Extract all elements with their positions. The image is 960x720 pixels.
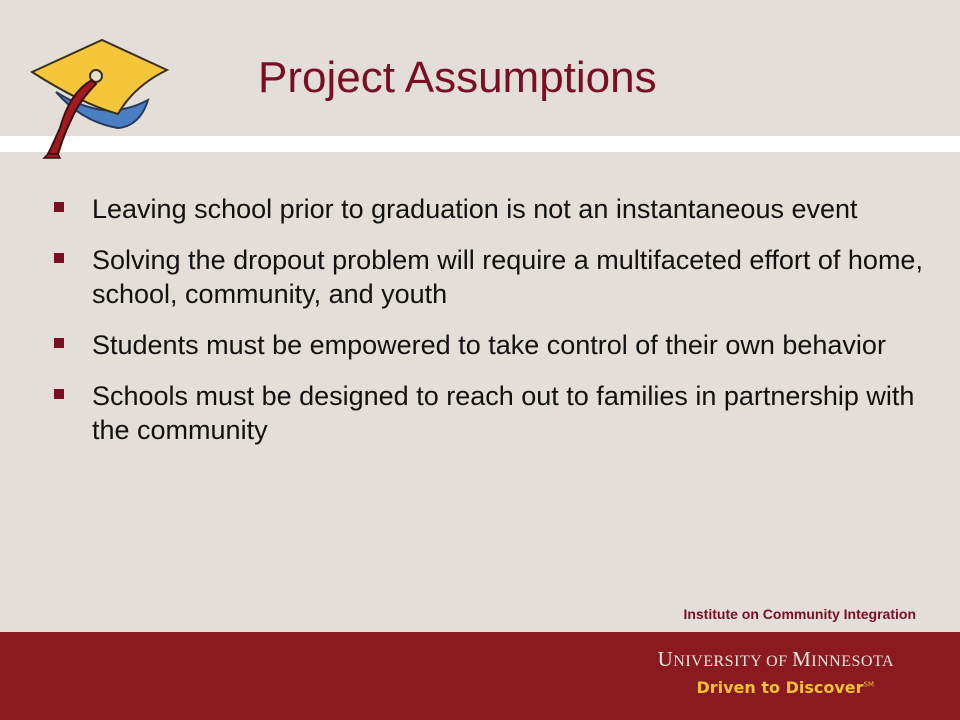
square-bullet-icon <box>54 389 64 399</box>
slide-title: Project Assumptions <box>258 53 657 102</box>
service-mark: SM <box>863 680 874 689</box>
bullet-text: Students must be empowered to take control of their own behavior <box>92 330 886 360</box>
bullet-item <box>54 192 924 226</box>
university-logo <box>658 648 894 697</box>
bullet-item <box>54 243 924 311</box>
bullet-item <box>54 328 924 362</box>
bullet-text: Schools must be designed to reach out to families in partnership with the community <box>92 381 915 445</box>
square-bullet-icon <box>54 253 64 263</box>
bullet-item <box>54 379 924 447</box>
university-wordmark: UNIVERSITY OF MINNESOTA <box>657 647 894 671</box>
square-bullet-icon <box>54 202 64 212</box>
graduation-cap-icon <box>22 30 182 165</box>
bullet-list <box>54 192 924 464</box>
bullet-text: Solving the dropout problem will require a multifaceted effort of home, school, community, and youth <box>92 245 923 309</box>
square-bullet-icon <box>54 338 64 348</box>
institute-name: Institute on Community Integration <box>683 606 916 622</box>
bullet-text: Leaving school prior to graduation is not an instantaneous event <box>92 194 858 224</box>
university-tagline: Driven to Discover℠ <box>696 678 874 697</box>
